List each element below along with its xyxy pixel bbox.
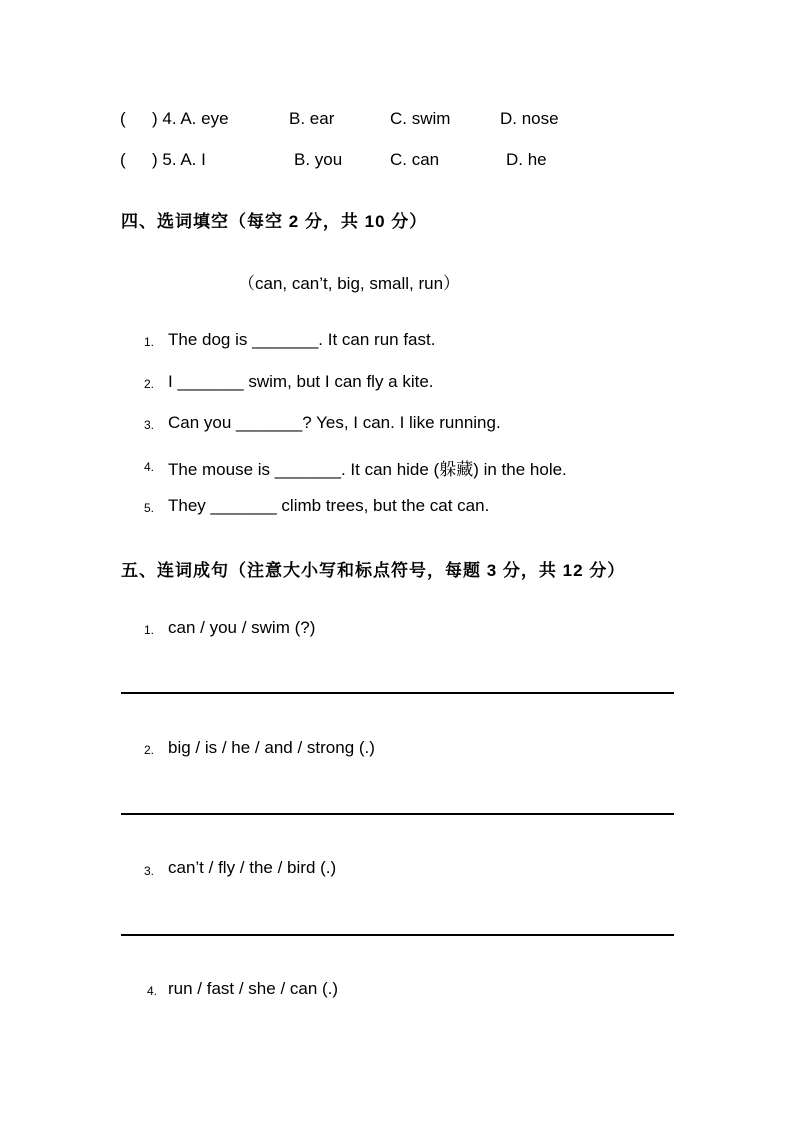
item-number: 4. xyxy=(144,460,155,474)
item-number: 2. xyxy=(144,743,155,757)
option-c: C. swim xyxy=(390,109,451,128)
option-b: B. you xyxy=(294,150,343,169)
item-number: 2. xyxy=(144,377,155,391)
answer-line[interactable] xyxy=(121,934,674,936)
fill-sentence: The mouse is _______. It can hide (躲藏) in the hole. xyxy=(168,460,567,479)
item-number: 5. xyxy=(144,501,155,515)
item-number: 4. xyxy=(147,984,158,998)
answer-line[interactable] xyxy=(121,813,674,815)
option-d: D. nose xyxy=(500,109,559,128)
question-stem: ) 5. A. I xyxy=(152,150,206,169)
answer-line[interactable] xyxy=(121,692,674,694)
fill-sentence: I _______ swim, but I can fly a kite. xyxy=(168,372,434,391)
answer-bracket[interactable]: ( xyxy=(120,150,126,169)
option-b: B. ear xyxy=(289,109,335,128)
option-d: D. he xyxy=(506,150,547,169)
word-prompt: can’t / fly / the / bird (.) xyxy=(168,858,337,877)
section-heading: 四、选词填空（每空 2 分，共 10 分） xyxy=(121,212,428,231)
word-prompt: run / fast / she / can (.) xyxy=(168,979,339,998)
fill-sentence: The dog is _______. It can run fast. xyxy=(168,330,436,349)
answer-bracket[interactable]: ( xyxy=(120,109,126,128)
word-prompt: big / is / he / and / strong (.) xyxy=(168,738,375,757)
item-number: 1. xyxy=(144,623,155,637)
fill-sentence: They _______ climb trees, but the cat can. xyxy=(168,496,490,515)
fill-sentence: Can you _______? Yes, I can. I like running. xyxy=(168,413,501,432)
item-number: 1. xyxy=(144,335,155,349)
word-bank: （can, can’t, big, small, run） xyxy=(238,274,461,293)
section-heading: 五、连词成句（注意大小写和标点符号，每题 3 分，共 12 分） xyxy=(121,561,626,580)
item-number: 3. xyxy=(144,864,155,878)
option-c: C. can xyxy=(390,150,440,169)
question-stem: ) 4. A. eye xyxy=(152,109,229,128)
word-prompt: can / you / swim (?) xyxy=(168,618,316,637)
item-number: 3. xyxy=(144,418,155,432)
